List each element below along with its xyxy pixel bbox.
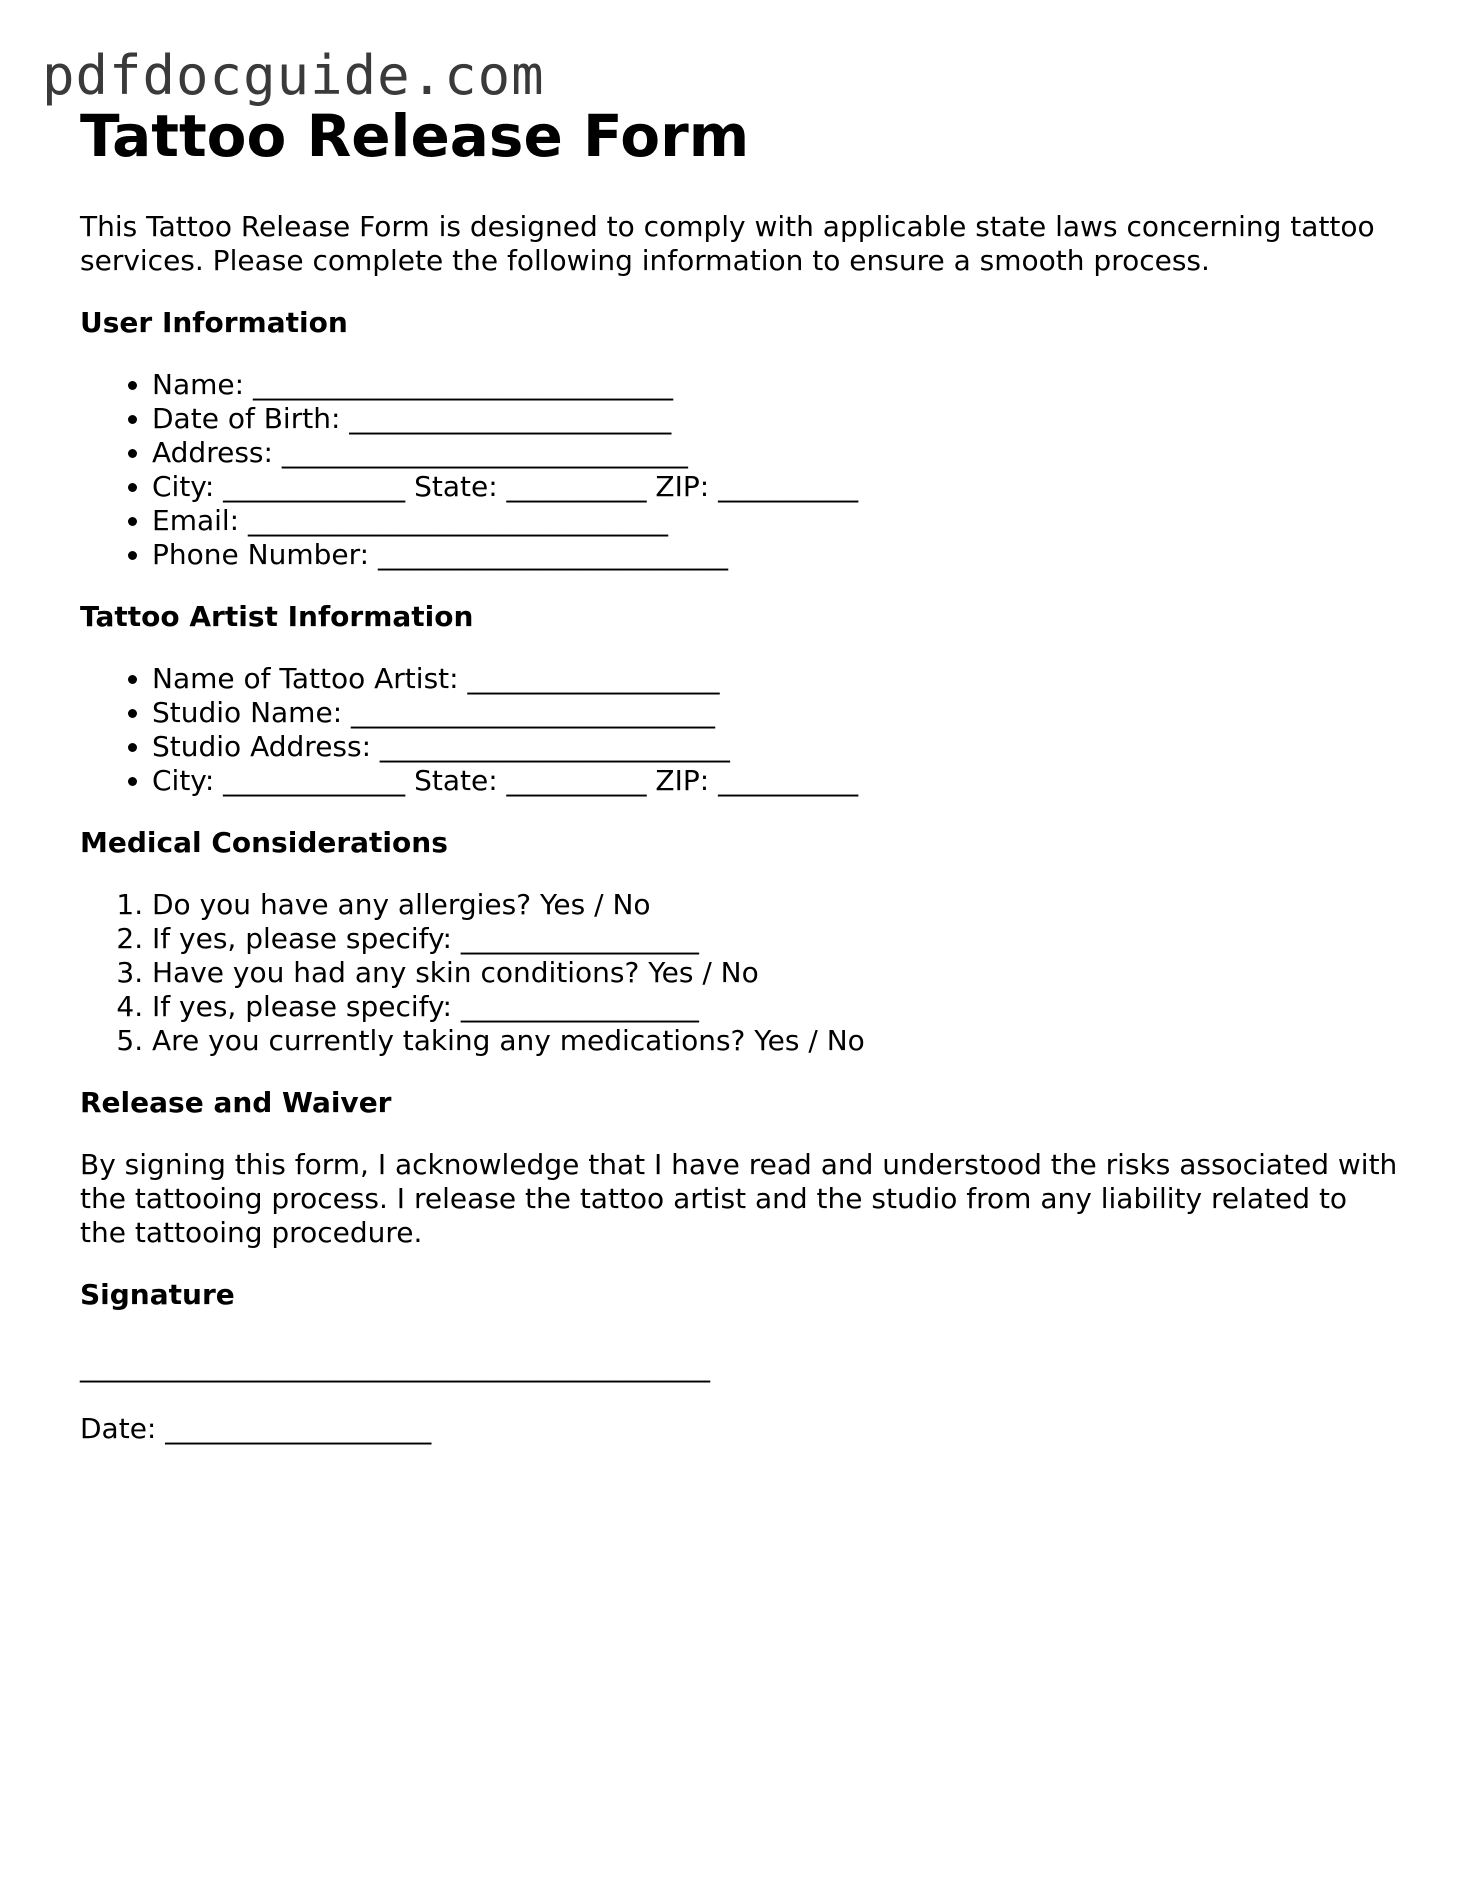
artist-info-heading: Tattoo Artist Information xyxy=(80,600,474,633)
page-title: Tattoo Release Form xyxy=(80,102,750,170)
signature-line[interactable]: _____________________________________________ xyxy=(80,1350,710,1383)
release-heading: Release and Waiver xyxy=(80,1086,392,1119)
city-state-zip-field[interactable]: • City: _____________ State: __________ ZIP: __________ xyxy=(152,470,1400,504)
dob-field[interactable]: • Date of Birth: _______________________ xyxy=(152,402,1400,436)
skin-conditions-question[interactable]: 3. Have you had any skin conditions? Yes / No xyxy=(152,956,1400,990)
medications-question[interactable]: 5. Are you currently taking any medications? Yes / No xyxy=(152,1024,1400,1058)
artist-name-field[interactable]: • Name of Tattoo Artist: __________________ xyxy=(152,662,1400,696)
studio-address-field[interactable]: • Studio Address: _________________________ xyxy=(152,730,1400,764)
address-field[interactable]: • Address: _____________________________ xyxy=(152,436,1400,470)
phone-field[interactable]: • Phone Number: _________________________ xyxy=(152,538,1400,572)
date-field[interactable]: Date: ___________________ xyxy=(80,1412,432,1445)
intro-paragraph: This Tattoo Release Form is designed to comply with applicable state laws concerning tattoo services. Please complete the following information to ensure a smooth process. xyxy=(80,210,1375,277)
skin-conditions-specify-field[interactable]: 4. If yes, please specify: _________________ xyxy=(152,990,1400,1024)
release-paragraph: By signing this form, I acknowledge that I have read and understood the risks associated with the tattooing process. I release the tattoo artist and the studio from any liability related to the tattooing procedure. xyxy=(80,1148,1398,1249)
studio-name-field[interactable]: • Studio Name: __________________________ xyxy=(152,696,1400,730)
medical-heading: Medical Considerations xyxy=(80,826,448,859)
email-field[interactable]: • Email: ______________________________ xyxy=(152,504,1400,538)
artist-info-list xyxy=(80,662,1400,798)
user-info-list xyxy=(80,368,1400,572)
user-info-heading: User Information xyxy=(80,306,348,339)
document-page xyxy=(80,100,1400,1446)
signature-heading: Signature xyxy=(80,1278,235,1311)
allergies-specify-field[interactable]: 2. If yes, please specify: _________________ xyxy=(152,922,1400,956)
studio-city-state-zip-field[interactable]: • City: _____________ State: __________ ZIP: __________ xyxy=(152,764,1400,798)
allergies-question[interactable]: 1. Do you have any allergies? Yes / No xyxy=(152,888,1400,922)
watermark: pdfdocguide.com xyxy=(42,44,545,107)
name-field[interactable]: • Name: ______________________________ xyxy=(152,368,1400,402)
medical-list xyxy=(80,888,1400,1058)
